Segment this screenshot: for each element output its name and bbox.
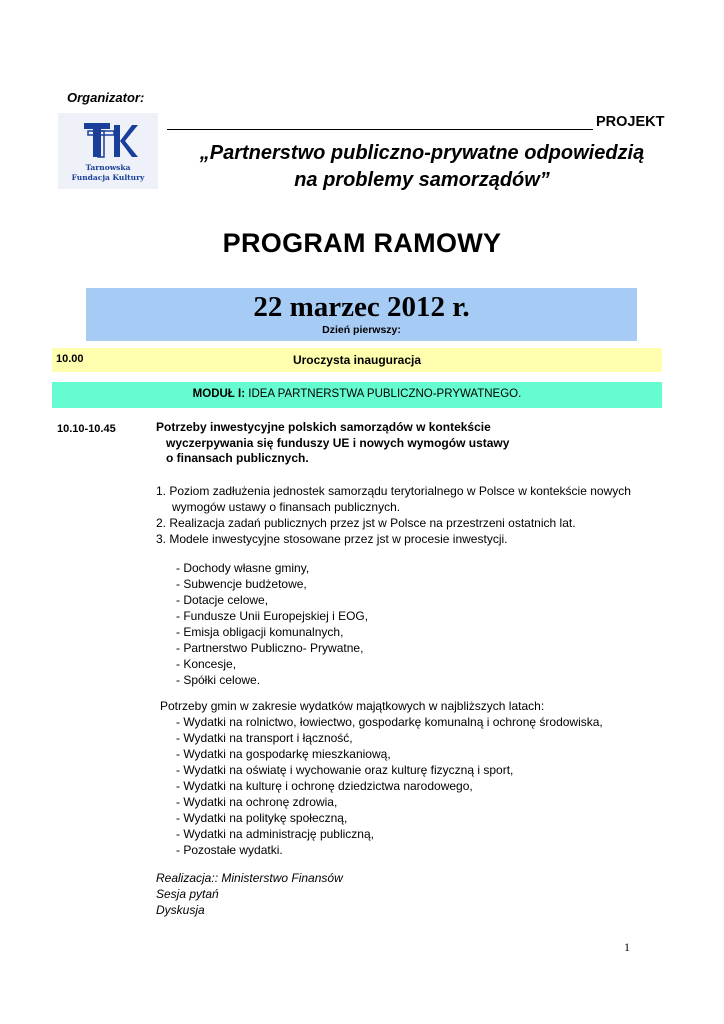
numbered-item: 3. Modele inwestycyjne stosowane przez jst w procesie inwestycji. <box>156 532 508 546</box>
projekt-label: PROJEKT <box>596 114 665 130</box>
projekt-underline <box>167 129 593 130</box>
financing-list <box>176 560 368 688</box>
logo-text-line2: Fundacja Kultury <box>71 173 145 182</box>
list-item: - Wydatki na transport i łączność, <box>176 731 353 745</box>
numbered-item-cont: wymogów ustawy o finansach publicznych. <box>172 500 401 514</box>
day-label: Dzień pierwszy: <box>322 324 401 336</box>
foundation-logo <box>58 113 158 189</box>
page-number: 1 <box>624 940 630 954</box>
module-name: IDEA PARTNERSTWA PUBLICZNO-PRYWATNEGO. <box>245 388 522 400</box>
list-item: - Wydatki na rolnictwo, łowiectwo, gospodarkę komunalną i ochronę środowiska, <box>176 715 603 729</box>
numbered-points <box>156 483 676 547</box>
list-item: - Pozostałe wydatki. <box>176 843 283 857</box>
session-topic <box>156 420 626 467</box>
session-time: 10.10-10.45 <box>57 423 116 435</box>
topic-line: o finansach publicznych. <box>156 451 309 465</box>
list-item: - Subwencje budżetowe, <box>176 577 307 591</box>
opening-label: Uroczysta inauguracja <box>292 353 422 367</box>
needs-list <box>176 714 603 858</box>
needs-title: Potrzeby gmin w zakresie wydatków majątkowych w najbliższych latach: <box>160 699 545 713</box>
topic-line: Potrzeby inwestycyjne polskich samorządów w kontekście <box>156 420 491 434</box>
opening-time: 10.00 <box>56 353 84 365</box>
date-banner <box>86 288 637 341</box>
module-prefix: MODUŁ I: <box>192 388 246 400</box>
list-item: - Wydatki na administrację publiczną, <box>176 827 374 841</box>
event-subtitle <box>162 140 682 194</box>
page-title: PROGRAM RAMOWY <box>222 228 502 258</box>
subtitle-line1: „Partnerstwo publiczno-prywatne odpowiedzią <box>199 142 645 164</box>
list-item: - Spółki celowe. <box>176 673 261 687</box>
numbered-item: 2. Realizacja zadań publicznych przez jst w Polsce na przestrzeni ostatnich lat. <box>156 516 576 530</box>
opening-row <box>52 348 662 372</box>
event-date: 22 marzec 2012 r. <box>253 291 470 323</box>
list-item: - Koncesje, <box>176 657 237 671</box>
footer-line: Realizacja:: Ministerstwo Finansów <box>156 871 343 885</box>
list-item: - Dotacje celowe, <box>176 593 269 607</box>
list-item: - Partnerstwo Publiczno- Prywatne, <box>176 641 364 655</box>
module-label <box>52 388 662 400</box>
list-item: - Dochody własne gminy, <box>176 561 310 575</box>
session-footer <box>156 870 343 918</box>
topic-line: wyczerpywania się funduszy UE i nowych wymogów ustawy <box>156 435 510 450</box>
logo-mark-icon <box>58 113 158 189</box>
list-item: - Wydatki na ochronę zdrowia, <box>176 795 338 809</box>
numbered-item: 1. Poziom zadłużenia jednostek samorządu terytorialnego w Polsce w kontekście nowych <box>156 484 631 498</box>
list-item: - Fundusze Unii Europejskiej i EOG, <box>176 609 369 623</box>
logo-text-line1: Tarnowska <box>85 163 131 172</box>
organizer-label: Organizator: <box>67 90 145 105</box>
footer-line: Dyskusja <box>156 903 205 917</box>
module-row <box>52 382 662 408</box>
list-item: - Wydatki na kulturę i ochronę dziedzictwa narodowego, <box>176 779 473 793</box>
list-item: - Wydatki na gospodarkę mieszkaniową, <box>176 747 391 761</box>
list-item: - Wydatki na oświatę i wychowanie oraz kulturę fizyczną i sport, <box>176 763 514 777</box>
subtitle-line2: na problemy samorządów” <box>294 169 550 191</box>
footer-line: Sesja pytań <box>156 887 219 901</box>
list-item: - Emisja obligacji komunalnych, <box>176 625 344 639</box>
list-item: - Wydatki na politykę społeczną, <box>176 811 348 825</box>
